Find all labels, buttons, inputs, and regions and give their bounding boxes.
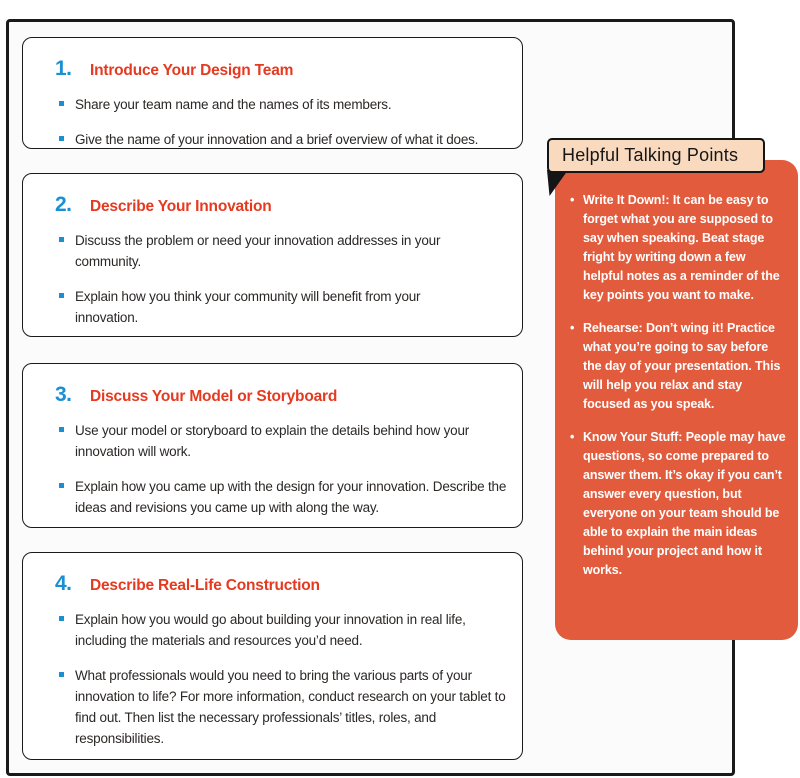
bullet-text: Explain how you came up with the design for your innovation. Describe the ideas and revisions you came up with along the way. — [75, 479, 507, 515]
square-bullet-icon — [59, 136, 64, 141]
list-item — [59, 94, 510, 115]
list-item — [59, 665, 510, 749]
point-text: Don’t wing it! Practice what you’re going to say before the day of your presentation. This will help you relax and stay focused as you speak. — [583, 321, 781, 411]
bullet-text: Explain how you would go about building your innovation in real life, including the materials and resources you’d need. — [75, 612, 466, 648]
point-lead: Write It Down!: — [583, 193, 670, 207]
round-bullet-icon: • — [570, 430, 575, 444]
step-4-header — [55, 572, 510, 596]
square-bullet-icon — [59, 293, 64, 298]
list-item — [59, 476, 510, 518]
step-2-box — [22, 173, 523, 337]
point-text: People may have questions, so come prepared to answer them. It’s okay if you can’t answer every question, but everyone on your team should be able to explain the main ideas behind your project and how it works. — [583, 430, 786, 577]
step-number: 4. — [55, 572, 72, 595]
list-item — [59, 420, 510, 462]
talking-points-header — [547, 138, 765, 173]
step-2-bullets — [59, 230, 510, 328]
step-1-header — [55, 57, 510, 81]
square-bullet-icon — [59, 616, 64, 621]
bullet-text: What professionals would you need to bring the various parts of your innovation to life? For more information, conduct research on your tablet to find out. Then list the necessary professionals’ titles, roles, and responsibilities. — [75, 668, 506, 746]
step-3-header — [55, 383, 510, 407]
step-4-box — [22, 552, 523, 760]
bullet-text: Share your team name and the names of its members. — [75, 97, 392, 112]
list-item — [570, 319, 789, 414]
square-bullet-icon — [59, 483, 64, 488]
step-title: Discuss Your Model or Storyboard — [90, 388, 338, 405]
list-item — [570, 428, 789, 580]
square-bullet-icon — [59, 672, 64, 677]
list-item — [59, 609, 510, 651]
talking-points-title: Helpful Talking Points — [562, 145, 739, 165]
list-item — [570, 191, 789, 305]
list-item — [59, 230, 510, 272]
step-number: 1. — [55, 57, 72, 80]
step-2-header — [55, 193, 510, 217]
bullet-text: Use your model or storyboard to explain the details behind how your innovation will work. — [75, 423, 470, 459]
bullet-text: Give the name of your innovation and a brief overview of what it does. — [75, 132, 479, 147]
bullet-text: Discuss the problem or need your innovation addresses in your community. — [75, 233, 441, 269]
talking-points-list — [570, 191, 789, 580]
step-title: Describe Your Innovation — [90, 198, 272, 215]
step-title: Introduce Your Design Team — [90, 62, 294, 79]
round-bullet-icon: • — [570, 193, 575, 207]
step-number: 3. — [55, 383, 72, 406]
talking-points-panel — [555, 160, 798, 640]
step-4-bullets — [59, 609, 510, 749]
bullet-text: Explain how you think your community will benefit from your innovation. — [75, 289, 421, 325]
point-lead: Know Your Stuff: — [583, 430, 683, 444]
step-3-bullets — [59, 420, 510, 518]
square-bullet-icon — [59, 237, 64, 242]
list-item — [59, 129, 510, 150]
step-3-box — [22, 363, 523, 528]
step-number: 2. — [55, 193, 72, 216]
step-1-bullets — [59, 94, 510, 150]
step-title: Describe Real-Life Construction — [90, 577, 320, 594]
round-bullet-icon: • — [570, 321, 575, 335]
point-text: It can be easy to forget what you are supposed to say when speaking. Beat stage fright by writing down a few helpful notes as a reminder of the key points you want to make. — [583, 193, 780, 302]
list-item — [59, 286, 510, 328]
point-lead: Rehearse: — [583, 321, 643, 335]
step-1-box — [22, 37, 523, 149]
square-bullet-icon — [59, 427, 64, 432]
square-bullet-icon — [59, 101, 64, 106]
